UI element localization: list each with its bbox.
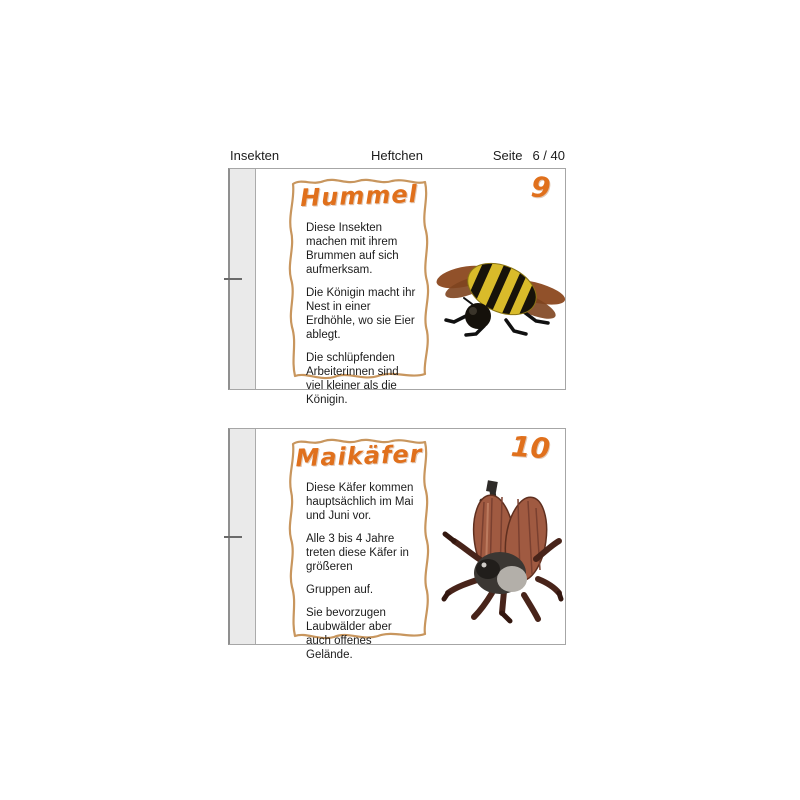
card-title: Maikäfer <box>295 439 423 473</box>
page-number: 6 / 40 <box>532 148 565 163</box>
bumblebee-image <box>436 241 566 337</box>
binding-mark <box>224 536 242 538</box>
page-header <box>228 148 566 165</box>
card-paragraph: Alle 3 bis 4 Jahre treten diese Käfer in größeren <box>306 533 409 573</box>
text-frame <box>286 433 432 661</box>
text-frame <box>286 173 432 406</box>
header-topic-label: Insekten <box>230 148 280 163</box>
card-number: 10 <box>509 429 552 466</box>
card-title: Hummel <box>299 179 419 213</box>
card-paragraph: Diese Insekten machen mit ihrem Brummen auf sich aufmerksam. <box>306 222 399 276</box>
card-number: 9 <box>529 170 552 205</box>
header-document-title: Heftchen <box>370 148 424 163</box>
card-paragraph: Die Königin macht ihr Nest in einer Erdhöhle, wo sie Eier ablegt. <box>306 287 416 341</box>
flashcard-maikaefer <box>228 428 566 661</box>
card-paragraph: Die schlüpfenden Arbeiterinnen sind viel kleiner als die Königin. <box>306 352 399 406</box>
card-paragraph: Gruppen auf. <box>306 584 374 596</box>
binding-mark <box>224 278 242 280</box>
card-paragraph: Sie bevorzugen Laubwälder aber auch offenes Gelände. <box>306 607 392 661</box>
header-page-indicator <box>493 148 565 163</box>
page-word: Seite <box>492 148 523 163</box>
may-beetle-image <box>440 475 564 625</box>
flashcard-hummel <box>228 168 566 406</box>
card-paragraph: Diese Käfer kommen hauptsächlich im Mai und Juni vor. <box>306 482 414 522</box>
